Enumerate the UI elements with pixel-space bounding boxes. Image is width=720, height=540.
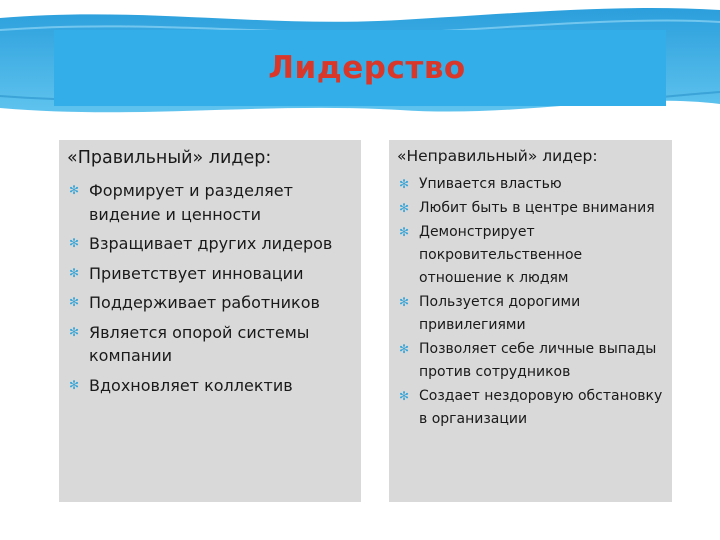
snowflake-bullet-icon: ✻ (399, 342, 410, 356)
right-panel-heading: «Неправильный» лидер: (397, 147, 598, 165)
list-item: ✻ Взращивает других лидеров (67, 232, 357, 256)
left-panel-heading: «Правильный» лидер: (67, 148, 272, 168)
snowflake-bullet-icon: ✻ (399, 389, 410, 403)
snowflake-bullet-icon: ✻ (69, 295, 80, 309)
snowflake-bullet-icon: ✻ (399, 201, 410, 215)
list-item: ✻ Формирует и разделяет видение и ценности (69, 181, 293, 224)
list-item: ✻ Создает нездоровую обстановку в организации (397, 385, 667, 431)
list-item: ✻ Является опорой системы компании (69, 322, 310, 365)
list-item: ✻ Вдохновляет коллектив (67, 374, 357, 398)
right-panel (389, 140, 672, 502)
left-panel (59, 140, 361, 502)
snowflake-bullet-icon: ✻ (399, 225, 410, 239)
list-item: ✻ Пользуется дорогими привилегиями (397, 291, 667, 337)
snowflake-bullet-icon: ✻ (69, 236, 80, 250)
list-item: ✻ Демонстрирует покровительственное отношение к людям (397, 221, 667, 290)
snowflake-bullet-icon: ✻ (69, 377, 80, 392)
slide-title: Лидерство (268, 50, 466, 86)
snowflake-bullet-icon: ✻ (69, 183, 80, 197)
snowflake-bullet-icon: ✻ (69, 324, 80, 339)
list-item: ✻ Упивается властью (397, 173, 667, 196)
right-bullet-list (397, 173, 667, 432)
list-item: ✻ Поддерживает работников (67, 291, 357, 315)
snowflake-bullet-icon: ✻ (399, 295, 410, 309)
snowflake-bullet-icon: ✻ (399, 177, 410, 191)
left-bullet-list (67, 179, 357, 403)
list-item: ✻ Любит быть в центре внимания (397, 197, 667, 220)
list-item: ✻ Приветствует инновации (67, 262, 357, 286)
snowflake-bullet-icon: ✻ (69, 265, 80, 280)
title-bar (54, 30, 666, 106)
list-item: ✻ Позволяет себе личные выпады против сотрудников (397, 338, 667, 384)
